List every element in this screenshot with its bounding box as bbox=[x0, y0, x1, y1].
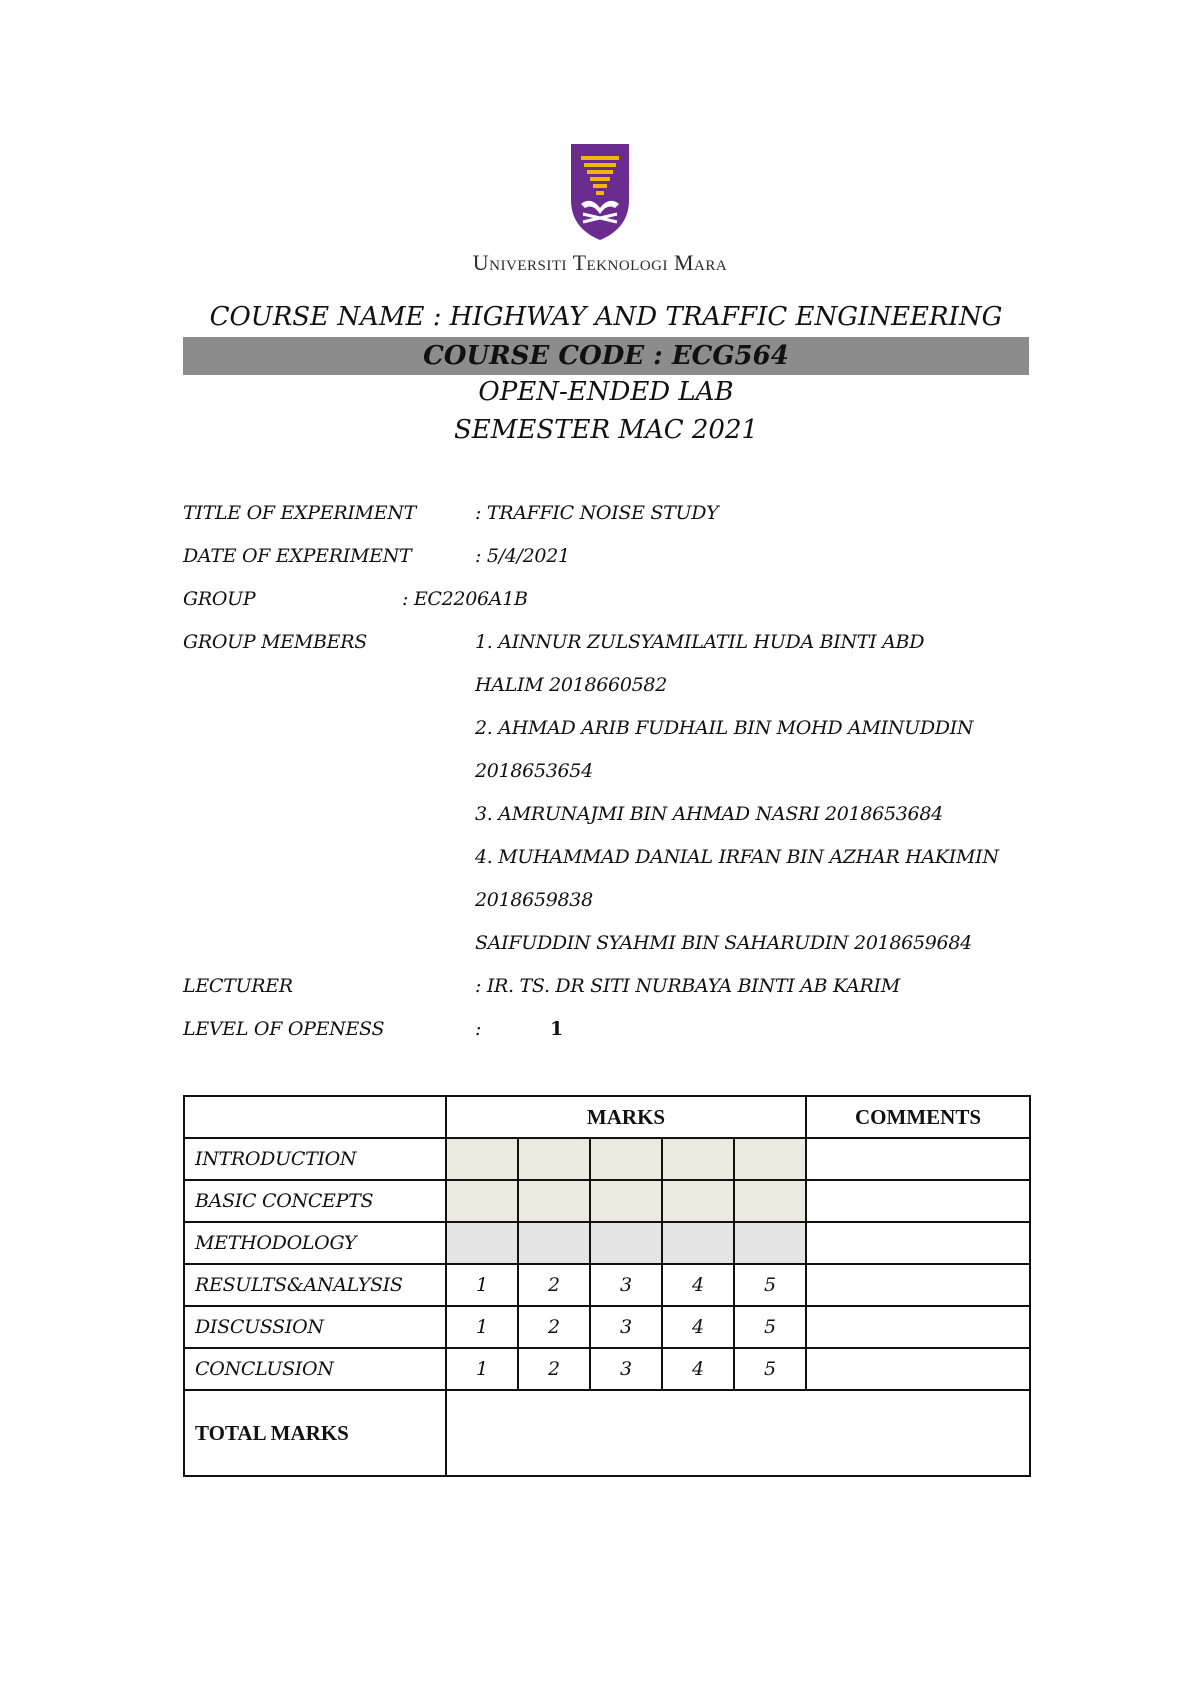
table-row bbox=[184, 1306, 1030, 1348]
table-row bbox=[184, 1348, 1030, 1390]
row-label: CONCLUSION bbox=[184, 1348, 446, 1390]
date-value: : 5/4/2021 bbox=[475, 545, 570, 567]
member-line: 4. MUHAMMAD DANIAL IRFAN BIN AZHAR HAKIMIN bbox=[475, 846, 999, 868]
marks-header: MARKS bbox=[446, 1096, 806, 1138]
mark-cell[interactable] bbox=[734, 1222, 806, 1264]
mark-cell[interactable]: 3 bbox=[590, 1348, 662, 1390]
members-label: GROUP MEMBERS bbox=[183, 631, 367, 653]
mark-cell[interactable] bbox=[734, 1138, 806, 1180]
mark-cell[interactable]: 2 bbox=[518, 1306, 590, 1348]
row-label: BASIC CONCEPTS bbox=[184, 1180, 446, 1222]
table-row bbox=[184, 1180, 1030, 1222]
group-label: GROUP bbox=[183, 588, 256, 610]
table-row bbox=[184, 1222, 1030, 1264]
mark-cell[interactable]: 1 bbox=[446, 1306, 518, 1348]
mark-cell[interactable]: 2 bbox=[518, 1348, 590, 1390]
mark-cell[interactable] bbox=[590, 1138, 662, 1180]
total-value-cell[interactable] bbox=[446, 1390, 1030, 1476]
mark-cell[interactable]: 5 bbox=[734, 1306, 806, 1348]
mark-cell[interactable] bbox=[734, 1180, 806, 1222]
comment-cell[interactable] bbox=[806, 1264, 1030, 1306]
mark-cell[interactable]: 4 bbox=[662, 1306, 734, 1348]
member-line: 2. AHMAD ARIB FUDHAIL BIN MOHD AMINUDDIN bbox=[475, 717, 974, 739]
mark-cell[interactable]: 1 bbox=[446, 1264, 518, 1306]
mark-cell[interactable] bbox=[446, 1138, 518, 1180]
lecturer-value: : IR. TS. DR SITI NURBAYA BINTI AB KARIM bbox=[475, 975, 900, 997]
member-line: SAIFUDDIN SYAHMI BIN SAHARUDIN 2018659684 bbox=[475, 932, 972, 954]
table-row bbox=[184, 1264, 1030, 1306]
title-value: : TRAFFIC NOISE STUDY bbox=[475, 502, 719, 524]
comment-cell[interactable] bbox=[806, 1348, 1030, 1390]
comment-cell[interactable] bbox=[806, 1180, 1030, 1222]
mark-cell[interactable] bbox=[662, 1180, 734, 1222]
lab-type: OPEN-ENDED LAB bbox=[478, 377, 734, 407]
course-name: COURSE NAME : HIGHWAY AND TRAFFIC ENGINEERING bbox=[209, 302, 1003, 332]
mark-cell[interactable]: 1 bbox=[446, 1348, 518, 1390]
mark-cell[interactable] bbox=[662, 1138, 734, 1180]
row-label: DISCUSSION bbox=[184, 1306, 446, 1348]
mark-cell[interactable] bbox=[446, 1180, 518, 1222]
lecturer-label: LECTURER bbox=[183, 975, 293, 997]
row-label: RESULTS&ANALYSIS bbox=[184, 1264, 446, 1306]
mark-cell[interactable]: 5 bbox=[734, 1348, 806, 1390]
table-header-row bbox=[184, 1096, 1030, 1138]
date-label: DATE OF EXPERIMENT bbox=[183, 545, 412, 567]
mark-cell[interactable]: 4 bbox=[662, 1348, 734, 1390]
member-line: 2018659838 bbox=[475, 889, 593, 911]
mark-cell[interactable] bbox=[518, 1138, 590, 1180]
total-label: TOTAL MARKS bbox=[184, 1390, 446, 1476]
mark-cell[interactable] bbox=[518, 1180, 590, 1222]
comments-header: COMMENTS bbox=[806, 1096, 1030, 1138]
university-name: Universiti Teknologi Mara bbox=[472, 250, 728, 275]
comment-cell[interactable] bbox=[806, 1138, 1030, 1180]
group-value: : EC2206A1B bbox=[402, 588, 528, 610]
mark-cell[interactable]: 3 bbox=[590, 1306, 662, 1348]
mark-cell[interactable] bbox=[446, 1222, 518, 1264]
table-row bbox=[184, 1138, 1030, 1180]
title-label: TITLE OF EXPERIMENT bbox=[183, 502, 416, 524]
university-logo bbox=[0, 142, 1200, 242]
openness-colon: : bbox=[475, 1018, 482, 1040]
semester: SEMESTER MAC 2021 bbox=[453, 415, 759, 445]
uitm-crest-icon bbox=[569, 142, 631, 242]
mark-cell[interactable] bbox=[518, 1222, 590, 1264]
openness-value: 1 bbox=[550, 1018, 563, 1040]
mark-cell[interactable]: 5 bbox=[734, 1264, 806, 1306]
comment-cell[interactable] bbox=[806, 1222, 1030, 1264]
mark-cell[interactable]: 4 bbox=[662, 1264, 734, 1306]
mark-cell[interactable] bbox=[590, 1222, 662, 1264]
member-line: 2018653654 bbox=[475, 760, 593, 782]
comment-cell[interactable] bbox=[806, 1306, 1030, 1348]
row-label: INTRODUCTION bbox=[184, 1138, 446, 1180]
member-line: 1. AINNUR ZULSYAMILATIL HUDA BINTI ABD bbox=[475, 631, 925, 653]
mark-cell[interactable] bbox=[590, 1180, 662, 1222]
course-code: COURSE CODE : ECG564 bbox=[183, 337, 1029, 375]
mark-cell[interactable] bbox=[662, 1222, 734, 1264]
mark-cell[interactable]: 2 bbox=[518, 1264, 590, 1306]
total-row bbox=[184, 1390, 1030, 1476]
member-line: HALIM 2018660582 bbox=[475, 674, 667, 696]
member-line: 3. AMRUNAJMI BIN AHMAD NASRI 2018653684 bbox=[475, 803, 943, 825]
marks-table bbox=[183, 1095, 1031, 1477]
openness-label: LEVEL OF OPENESS bbox=[183, 1018, 385, 1040]
mark-cell[interactable]: 3 bbox=[590, 1264, 662, 1306]
row-label: METHODOLOGY bbox=[184, 1222, 446, 1264]
table-header-blank bbox=[184, 1096, 446, 1138]
